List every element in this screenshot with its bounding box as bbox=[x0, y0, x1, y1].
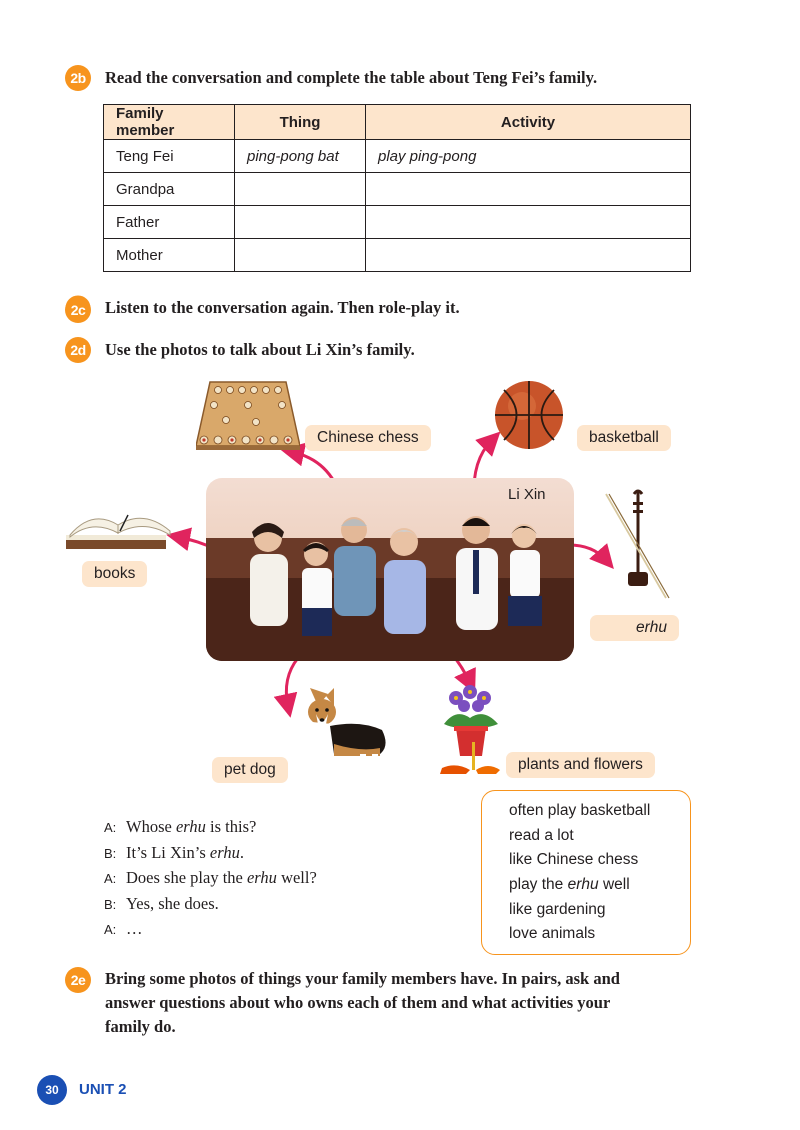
phrase-item: often play basketball bbox=[509, 802, 651, 819]
label-plants-flowers: plants and flowers bbox=[506, 752, 655, 778]
phrase-item: like gardening bbox=[509, 901, 606, 918]
dialogue-line bbox=[104, 892, 317, 918]
dialogue-text: Does she play the bbox=[126, 868, 247, 887]
dialogue-line bbox=[104, 815, 317, 841]
dialogue-line bbox=[104, 917, 317, 943]
dialogue-italic: erhu bbox=[246, 868, 277, 887]
section-badge-2c: 2c bbox=[65, 297, 91, 323]
table-cell: ping-pong bat bbox=[235, 140, 366, 173]
instruction-2b: Read the conversation and complete the table about Teng Fei’s family. bbox=[105, 68, 598, 87]
dialogue-line bbox=[104, 841, 317, 867]
dialogue-line bbox=[104, 866, 317, 892]
instruction-2d: Use the photos to talk about Li Xin’s family. bbox=[105, 340, 415, 359]
table-cell: Grandpa bbox=[104, 173, 235, 206]
speaker-label: B: bbox=[104, 896, 117, 912]
plants-flowers-image bbox=[436, 684, 506, 776]
instruction-2c: Listen to the conversation again. Then role-play it. bbox=[105, 298, 460, 317]
dialogue-text: … bbox=[126, 919, 143, 938]
label-basketball: basketball bbox=[577, 425, 671, 451]
phrase-text: play the bbox=[509, 876, 568, 893]
table-header: Activity bbox=[366, 105, 691, 140]
phrase-item bbox=[509, 875, 630, 895]
speaker-label: A: bbox=[104, 871, 117, 886]
label-li-xin: Li Xin bbox=[508, 486, 546, 503]
chinese-chess-image bbox=[196, 380, 300, 450]
dialogue-italic: erhu bbox=[175, 817, 206, 836]
table-cell: Teng Fei bbox=[104, 140, 235, 173]
label-erhu: erhu bbox=[590, 615, 679, 641]
instruction-2e-line2: answer questions about who owns each of them and what activities your bbox=[105, 993, 611, 1012]
speaker-label: A: bbox=[104, 922, 117, 937]
phrase-item: love animals bbox=[509, 925, 596, 942]
section-badge-2d: 2d bbox=[65, 337, 91, 363]
page-number: 30 bbox=[37, 1075, 67, 1105]
table-header: Thing bbox=[235, 105, 366, 140]
phrase-item: read a lot bbox=[509, 827, 574, 844]
family-photo bbox=[206, 478, 574, 661]
label-books: books bbox=[82, 561, 147, 587]
dialogue-text: Whose bbox=[126, 817, 176, 836]
dialogue-text: . bbox=[239, 842, 244, 862]
dialogue-text: well? bbox=[276, 868, 317, 887]
phrase-box bbox=[481, 790, 691, 955]
erhu-image bbox=[600, 488, 672, 600]
phrase-item: like Chinese chess bbox=[509, 851, 639, 868]
dialogue-text: is this? bbox=[205, 817, 257, 836]
speaker-label: B: bbox=[104, 845, 117, 861]
dialogue-text: It’s Li Xin’s bbox=[126, 842, 210, 862]
section-badge-2e: 2e bbox=[65, 967, 91, 993]
unit-label: UNIT 2 bbox=[79, 1081, 127, 1098]
arrow-to-dog bbox=[286, 658, 298, 706]
table-header: Family member bbox=[104, 105, 235, 140]
label-pet-dog: pet dog bbox=[212, 757, 288, 783]
table-cell: play ping-pong bbox=[366, 140, 691, 173]
basketball-image bbox=[494, 380, 564, 450]
label-chinese-chess: Chinese chess bbox=[305, 425, 431, 451]
table-cell: Father bbox=[104, 206, 235, 239]
instruction-2e-line3: family do. bbox=[105, 1017, 176, 1036]
books-image bbox=[62, 505, 174, 555]
section-badge-2b: 2b bbox=[65, 65, 91, 91]
dialogue-text: Yes, she does. bbox=[126, 893, 219, 913]
phrase-italic: erhu bbox=[567, 876, 599, 893]
example-dialogue bbox=[104, 815, 317, 943]
dialogue-italic: erhu bbox=[209, 842, 240, 862]
table-cell: Mother bbox=[104, 239, 235, 272]
instruction-2e-line1: Bring some photos of things your family members have. In pairs, ask and bbox=[105, 969, 620, 988]
pet-dog-image bbox=[300, 684, 392, 780]
speaker-label: A: bbox=[104, 820, 117, 835]
phrase-text: well bbox=[598, 876, 630, 893]
